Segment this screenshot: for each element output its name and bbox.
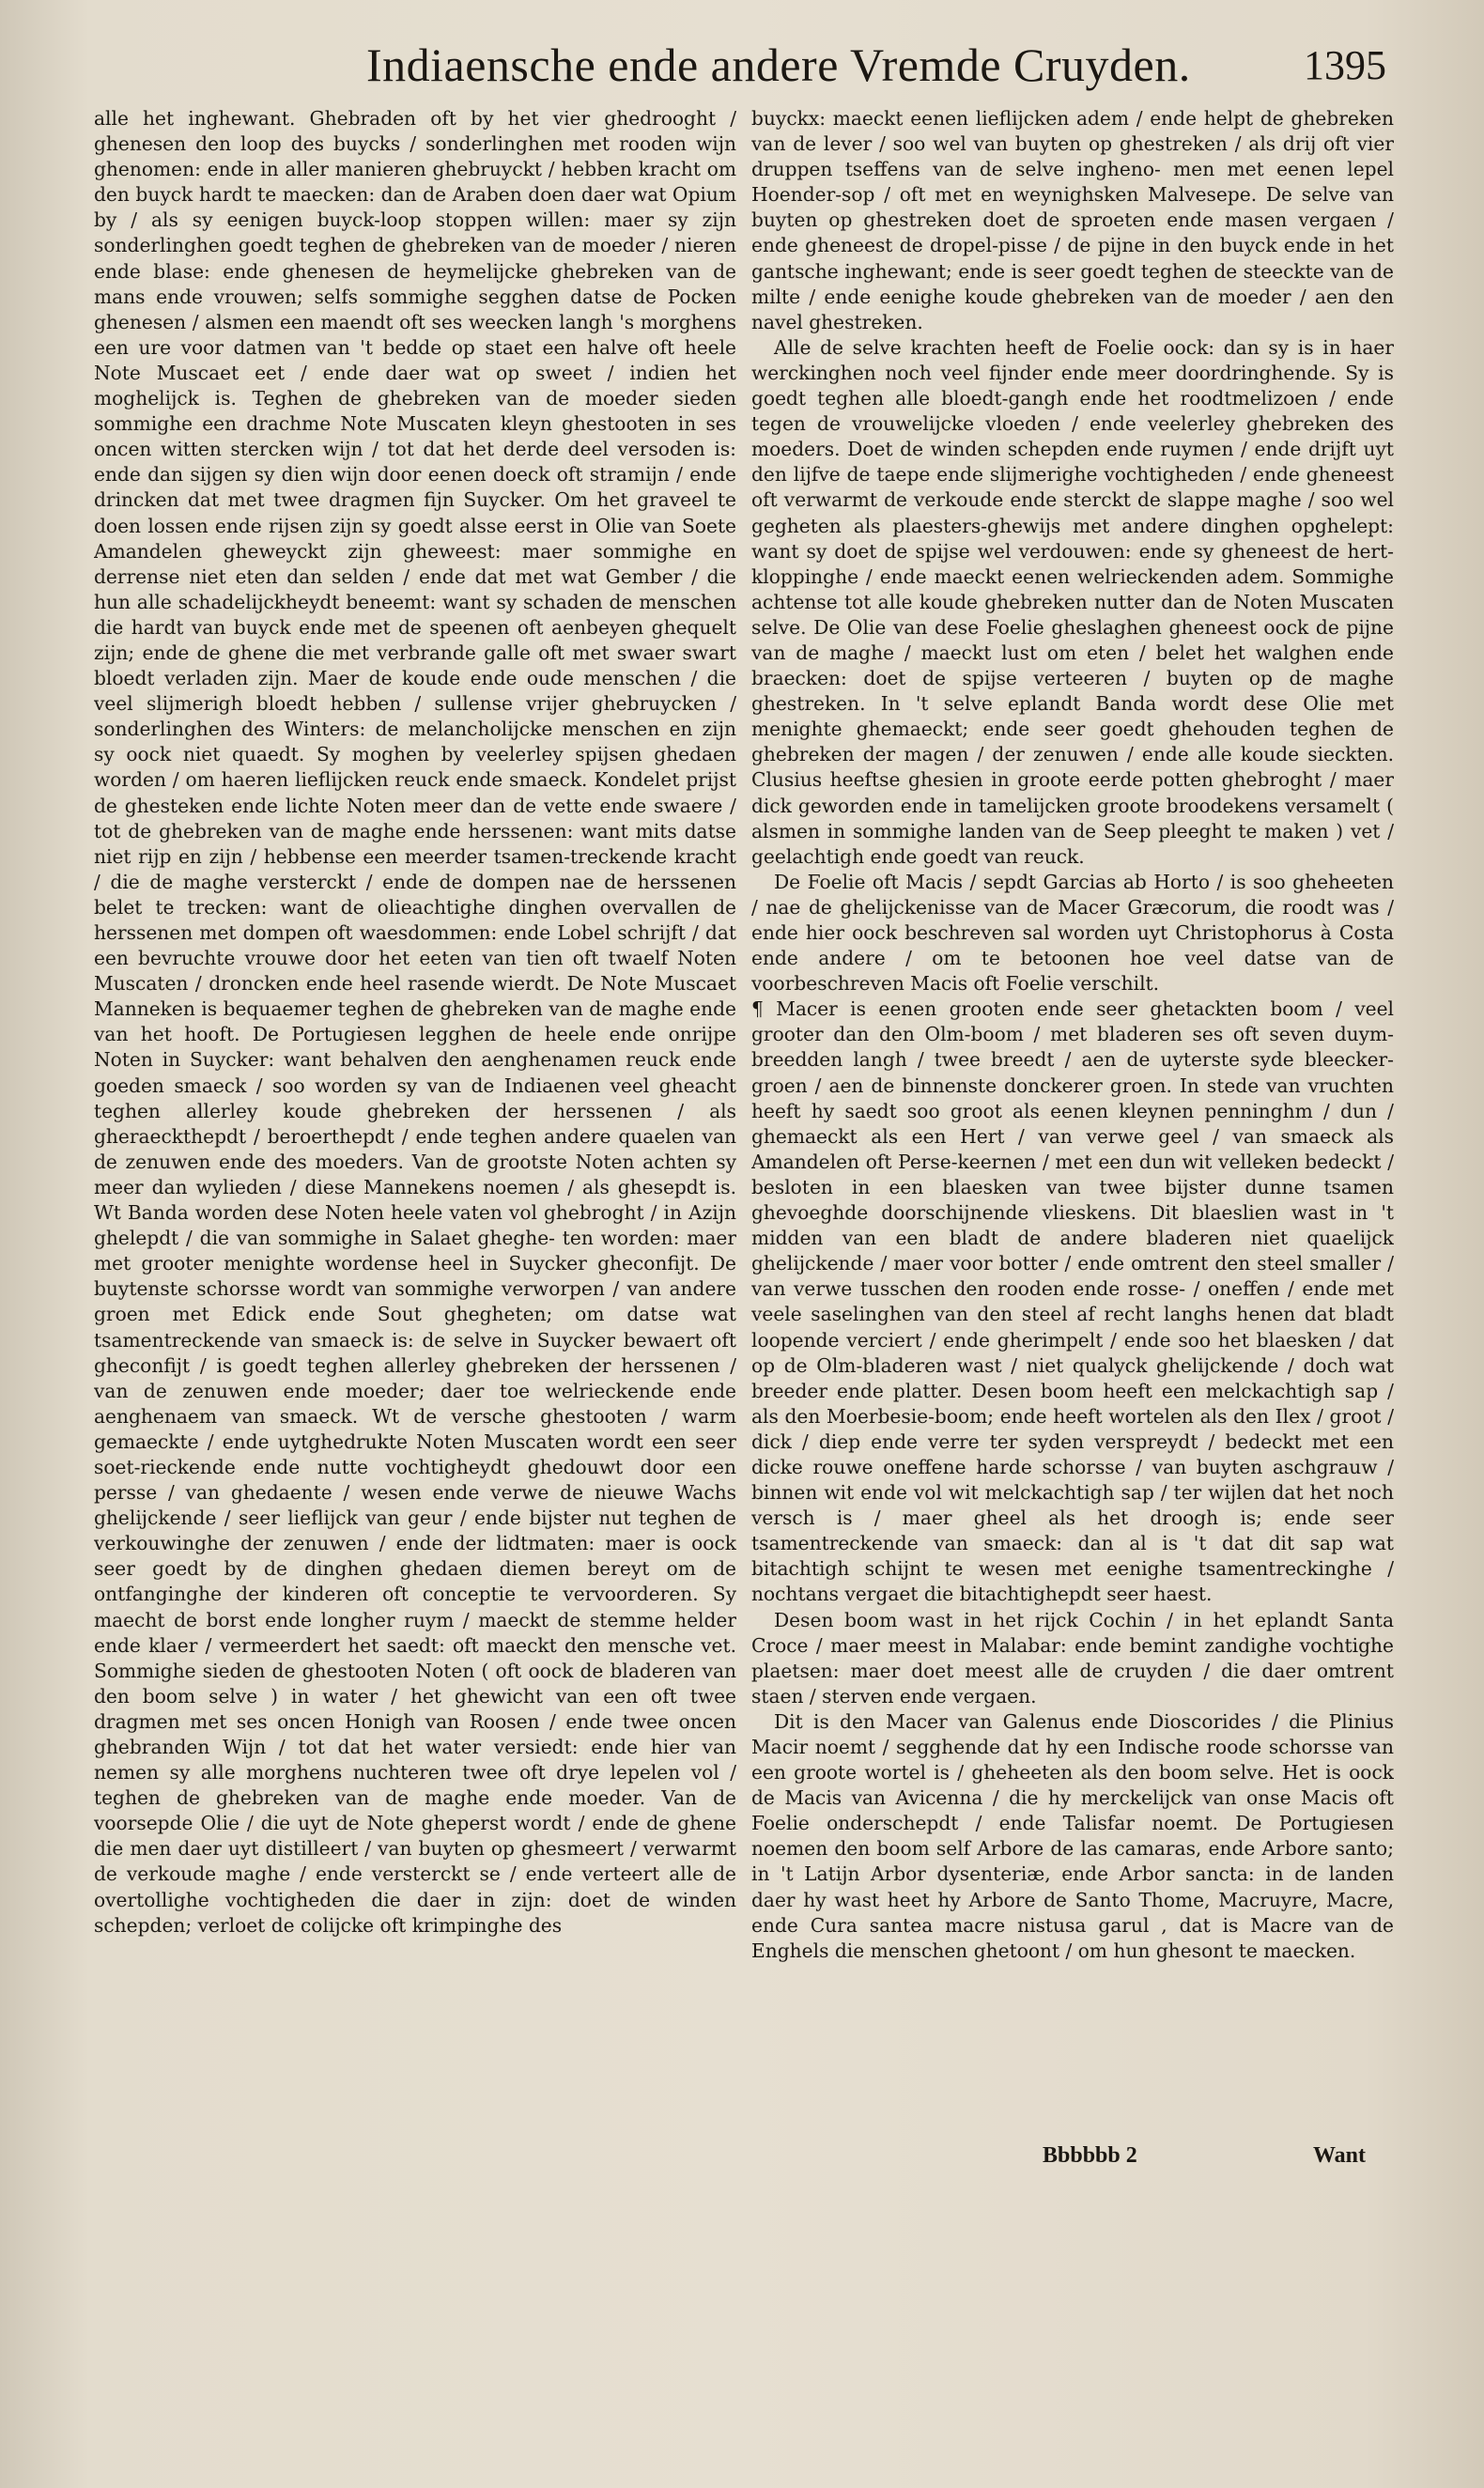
page-header (0, 38, 1484, 113)
left-text-column (94, 106, 736, 2159)
signature-mark: Bbbbbb 2 (1043, 2143, 1137, 2168)
paragraph: Alle de selve krachten heeft de Foelie oock: dan sy is in haer werckinghen noch veel fijnder ende meer doordringhende. Sy is goedt teghen alle bloedt-gangh ende het roodtmelizoen / ende tegen de vrouwelijcke vloeden / ende veelerley ghebreken des moeders. Doet de winden schepden ende ruymen / ende drijft uyt den lijfve de taepe ende slijmerighe vochtigheden / ende gheneest oft verwarmt de verkoude ende sterckt de slappe maghe / soo wel gegheten als plaesters-ghewijs met andere dinghen opghelept: want sy doet de spijse wel verdouwen: ende sy gheneest de hert-kloppinghe / ende maeckt eenen welrieckenden adem. Sommighe achtense tot alle koude ghebreken nutter dan de Noten Muscaten selve. De Olie van dese Foelie gheslaghen gheneest oock de pijne van de maghe / maeckt lust om eten / belet het walghen ende braecken: doet de spijse verteeren / buyten op de maghe ghestreken. In 't selve eplandt Banda wordt dese Olie met menighte ghemaeckt; ende seer goedt ghehouden teghen de ghebreken der magen / der zenuwen / ende alle koude sieckten. Clusius heeftse ghesien in groote eerde potten ghebroght / maer dick geworden ende in tamelijcken groote broodekens versamelt ( alsmen in sommighe landen van de Seep pleeght te maken ) vet / geelachtigh ende goedt van reuck. (751, 335, 1394, 868)
paragraph: ¶ Macer is eenen grooten ende seer ghetackten boom / veel grooter dan den Olm-boom / met bladeren ses oft seven duym-breedden langh / twee breedt / aen de uyterste syde bleecker-groen / aen de binnenste donckerer groen. In stede van vruchten heeft hy saedt soo groot als eenen kleynen penninghm / dun / ghemaeckt als een Hert / van verwe geel / van smaeck als Amandelen oft Perse-keernen / met een dun wit velleken bedeckt / besloten in een blaesken van twee bijster dunne tsamen ghevoeghde doorschijnende vlieskens. Dit blaeslien wast in 't midden van een bladt de andere bladeren niet quaelijck ghelijckende / maer voor botter / ende omtrent den steel smaller / van verwe tusschen den rooden ende rosse- / oneffen / ende met veele saselinghen van den steel af recht langhs henen dat bladt loopende verciert / ende gherimpelt / ende soo het blaesken / dat op de Olm-bladeren wast / niet qualyck ghelijckende / doch wat breeder ende platter. Desen boom heeft een melckachtigh sap / als den Moerbesie-boom; ende heeft wortelen als den Ilex / groot / dick / diep ende verre ter syden verspreydt / bedeckt met een dicke rouwe oneffene harde schorsse / van buyten aschgrauw / binnen wit ende vol wit melckachtigh sap / ter wijlen dat het noch versch is / maer gheel als het droogh is; ende seer tsamentreckende van smaeck: dan al is 't dat dit sap wat bitachtigh schijnt te wesen met eenighe tsamentreckinghe / nochtans vergaet die bitachtighepdt seer haest. (751, 997, 1394, 1606)
right-text-column (751, 106, 1394, 2159)
paragraph: Desen boom wast in het rijck Cochin / in het eplandt Santa Croce / maer meest in Malabar: ende bemint zandighe vochtighe plaetsen: maer doet meest alle de cruyden / die daer omtrent staen / sterven ende vergaen. (751, 1608, 1394, 1708)
paragraph: De Foelie oft Macis / sepdt Garcias ab Horto / is soo gheheeten / nae de ghelijckenisse van de Macer Græcorum, die roodt was / ende hier oock beschreven sal worden uyt Christophorus à Costa ende andere / om te betoonen hoe veel datse van de voorbeschreven Macis oft Foelie verschilt. (751, 870, 1394, 996)
paragraph: alle het inghewant. Ghebraden oft by het vier ghedrooght / ghenesen den loop des buycks / sonderlinghen met rooden wijn ghenomen: ende in aller manieren ghebruyckt / hebben kracht om den buyck hardt te maecken: dan de Araben doen daer wat Opium by / als sy eenigen buyck-loop stoppen willen: maer sy zijn sonderlinghen goedt teghen de ghebreken van de moeder / nieren ende blase: ende ghenesen de heymelijcke ghebreken van de mans ende vrouwen; selfs sommighe segghen datse de Pocken ghenesen / alsmen een maendt oft ses weecken langh 's morghens een ure voor datmen van 't bedde op staet een halve oft heele Note Muscaet eet / ende daer wat op sweet / indien het moghelijck is. Teghen de ghebreken van de moeder sieden sommighe een drachme Note Muscaten kleyn ghestooten in ses oncen witten stercken wijn / tot dat het derde deel versoden is: ende dan sijgen sy dien wijn door eenen doeck oft stramijn / ende drincken dat met twee dragmen fijn Suycker. Om het graveel te doen lossen ende rijsen zijn sy goedt alsse eerst in Olie van Soete Amandelen gheweyckt zijn gheweest: maer sommighe en derrense niet eten dan selden / ende dat met wat Gember / die hun alle schadelijckheydt beneemt: want sy schaden de menschen die hardt van buyck ende met de speenen oft aenbeyen ghequelt zijn; ende de ghene die met verbrande galle oft met swaer swart bloedt verladen zijn. Maer de koude ende oude menschen / die veel slijmerigh bloedt hebben / sullense vrijer ghebruycken / sonderlinghen des Winters: de melancholijcke menschen en zijn sy oock niet quaedt. Sy moghen by veelerley spijsen ghedaen worden / om haeren lieflijcken reuck ende smaeck. Kondelet prijst de ghesteken ende lichte Noten meer dan de vette ende swaere / tot de ghebreken van de maghe ende herssenen: want mits datse niet rijp en zijn / hebbense een meerder tsamen-treckende kracht / die de maghe versterckt / ende de dompen nae de herssenen belet te trecken: want de olieachtighe dinghen overvallen de herssenen met dompen oft waesdommen: ende Lobel schrijft / dat een bevruchte vrouwe door het eeten van tien oft twaelf Noten Muscaten / droncken ende heel rasende wierdt. De Note Muscaet Manneken is bequaemer teghen de ghebreken van de maghe ende van het hooft. De Portugiesen legghen de heele ende onrijpe Noten in Suycker: want behalven den aenghenamen reuck ende goeden smaeck / soo worden sy van de Indiaenen veel gheacht teghen allerley koude ghebreken der herssenen / als gheraeckthepdt / beroerthepdt / ende teghen andere quaelen van de zenuwen ende des moeders. Van de grootste Noten achten sy meer dan wylieden / diese Mannekens noemen / als ghesepdt is. Wt Banda worden dese Noten heele vaten vol ghebroght / in Azijn ghelepdt / die van sommighe in Salaet gheghe- ten worden: maer met grooter menighte wordense heel in Suycker gheconfijt. De buytenste schorsse wordt van sommighe verworpen / van andere groen met Edick ende Sout ghegheten; om datse wat tsamentreckende van smaeck is: de selve in Suycker bewaert oft gheconfijt / is goedt teghen allerley ghebreken der herssenen / van de zenuwen ende moeder; daer toe welrieckende ende aenghenaem van smaeck. Wt de versche ghestooten / warm gemaeckte / ende uytghedrukte Noten Muscaten wordt een seer soet-rieckende ende nutte vochtigheydt ghedouwt door een persse / van ghedaente / wesen ende verwe de nieuwe Wachs ghelijckende / seer lieflijck van geur / ende bijster nut teghen de verkouwinghe der zenuwen / ende der lidtmaten: maer is oock seer goedt by de dinghen ghedaen diemen bereyt om de ontfanginghe der kinderen oft conceptie te vervoorderen. Sy maecht de borst ende longher ruym / maeckt de stemme helder ende klaer / vermeerdert het saedt: oft maeckt den mensche vet. Sommighe sieden de ghestooten Noten ( oft oock de bladeren van den boom selve ) in water / het ghewicht van een oft twee dragmen met ses oncen Honigh van Roosen / ende twee oncen ghebranden Wijn / tot dat het water versiedt: ende hier van nemen sy alle morghens nuchteren twee oft drye lepelen vol / teghen de ghebreken van de maghe ende moeder. Van de voorsepde Olie / die uyt de Note gheperst wordt / ende de ghene die men daer uyt distilleert / van buyten op ghesmeert / verwarmt de verkoude maghe / ende versterckt se / ende verteert alle de overtollighe vochtigheden die daer in zijn: doet de winden schepden; verloet de colijcke oft krimpinghe des (94, 107, 736, 1937)
paragraph: Dit is den Macer van Galenus ende Dioscorides / die Plinius Macir noemt / segghende dat hy een Indische roode schorsse van een groote wortel is / gheheeten als den boom selve. Het is oock de Macis van Avicenna / die hy merckelijck van onse Macis oft Foelie onderschepdt / ende Talisfar noemt. De Portugiesen noemen den boom self Arbore de las camaras, ende Arbore santo; in 't Latijn Arbor dysenteriæ, ende Arbor sancta: in de landen daer hy wast heet hy Arbore de Santo Thome, Macruyre, Macre, ende Cura santea macre nistusa garul , dat is Macre van de Enghels die menschen ghetoont / om hun ghesont te maecken. (751, 1709, 1394, 1962)
paragraph: buyckx: maeckt eenen lieflijcken adem / ende helpt de ghebreken van de lever / soo wel van buyten op ghestreken / als drij oft vier druppen tseffens van de selve ingheno- men met eenen lepel Hoender-sop / oft met en weynighsken Malvesepe. De selve van buyten op ghestreken doet de sproeten ende masen vergaen / ende gheneest de dropel-pisse / de pijne in den buyck ende in het gantsche inghewant; ende is seer goedt teghen de steeckte van de milte / ende eenighe koude ghebreken van de moeder / aen den navel ghestreken. (751, 107, 1394, 333)
page-number: 1395 (1304, 42, 1386, 88)
running-title: Indiaensche ende andere Vremde Cruyden. (366, 39, 1191, 91)
catchword: Want (1313, 2143, 1367, 2168)
